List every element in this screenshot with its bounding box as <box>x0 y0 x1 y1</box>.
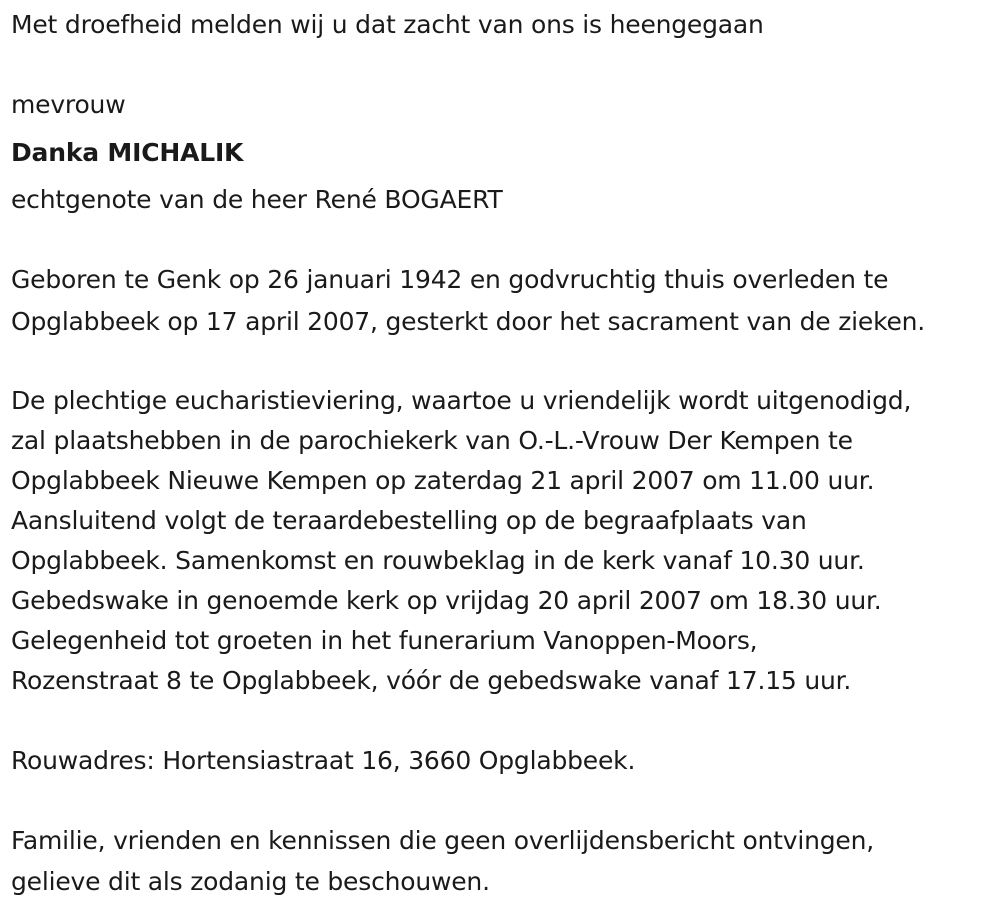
birth-death-line: Geboren te Genk op 26 januari 1942 en godvruchtig thuis overleden te <box>11 265 889 294</box>
ceremony-line: Opglabbeek. Samenkomst en rouwbeklag in de kerk vanaf 10.30 uur. <box>11 546 865 575</box>
intro-text: Met droefheid melden wij u dat zacht van ons is heengegaan <box>11 10 764 39</box>
ceremony-line: zal plaatshebben in de parochiekerk van O.-L.-Vrouw Der Kempen te <box>11 426 853 455</box>
closing-line: gelieve dit als zodanig te beschouwen. <box>11 867 490 896</box>
spouse-line: echtgenote van de heer René BOGAERT <box>11 185 503 214</box>
ceremony-line: Opglabbeek Nieuwe Kempen op zaterdag 21 april 2007 om 11.00 uur. <box>11 466 875 495</box>
ceremony-line: De plechtige eucharistieviering, waartoe u vriendelijk wordt uitgenodigd, <box>11 386 912 415</box>
salutation: mevrouw <box>11 90 126 119</box>
mourning-address: Rouwadres: Hortensiastraat 16, 3660 Opglabbeek. <box>11 746 636 775</box>
ceremony-line: Gebedswake in genoemde kerk op vrijdag 20 april 2007 om 18.30 uur. <box>11 586 882 615</box>
ceremony-line: Rozenstraat 8 te Opglabbeek, vóór de gebedswake vanaf 17.15 uur. <box>11 666 852 695</box>
closing-line: Familie, vrienden en kennissen die geen overlijdensbericht ontvingen, <box>11 826 875 855</box>
deceased-name: Danka MICHALIK <box>11 138 244 167</box>
ceremony-line: Aansluitend volgt de teraardebestelling op de begraafplaats van <box>11 506 807 535</box>
ceremony-line: Gelegenheid tot groeten in het funerarium Vanoppen-Moors, <box>11 626 758 655</box>
birth-death-line: Opglabbeek op 17 april 2007, gesterkt door het sacrament van de zieken. <box>11 307 926 336</box>
